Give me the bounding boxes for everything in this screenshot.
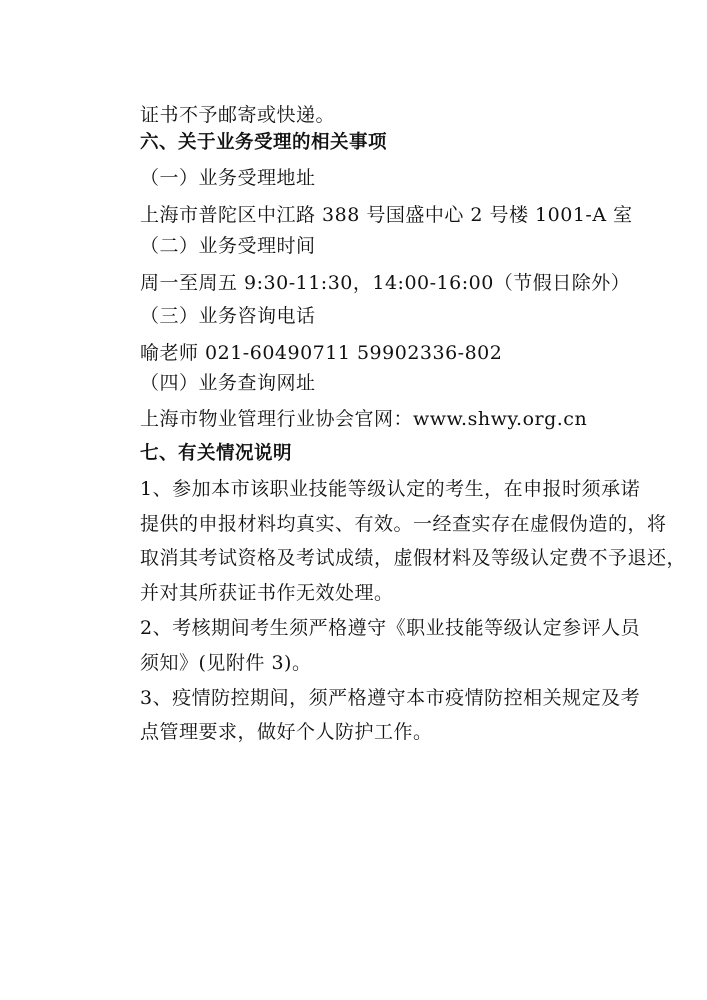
item-1-label: （一）业务受理地址 <box>140 167 316 189</box>
item-3-phone: 喻老师 021-60490711 59902336-802 <box>140 342 503 364</box>
item-3-label: （三）业务咨询电话 <box>140 305 316 327</box>
item-4-website: 上海市物业管理行业协会官网：www.shwy.org.cn <box>140 408 588 430</box>
item-2-label: （二）业务受理时间 <box>140 235 316 257</box>
paragraph-1-line-3: 取消其考试资格及考试成绩，虚假材料及等级认定费不予退还， <box>140 547 687 569</box>
section-7-heading: 七、有关情况说明 <box>140 443 293 464</box>
item-2-hours: 周一至周五 9:30-11:30，14:00-16:00（节假日除外） <box>140 272 631 294</box>
paragraph-1-line-1: 1、参加本市该职业技能等级认定的考生，在申报时须承诺 <box>140 478 641 500</box>
paragraph-2-line-2: 须知》(见附件 3)。 <box>140 652 312 674</box>
paragraph-1-line-4: 并对其所获证书作无效处理。 <box>140 582 394 604</box>
item-1-address: 上海市普陀区中江路 388 号国盛中心 2 号楼 1001-A 室 <box>140 204 633 226</box>
section-6-heading: 六、关于业务受理的相关事项 <box>140 132 388 153</box>
paragraph-3-line-2: 点管理要求，做好个人防护工作。 <box>140 721 433 743</box>
paragraph-1-line-2: 提供的申报材料均真实、有效。一经查实存在虚假伪造的，将 <box>140 513 667 535</box>
paragraph-2-line-1: 2、考核期间考生须严格遵守《职业技能等级认定参评人员 <box>140 617 641 639</box>
item-4-label: （四）业务查询网址 <box>140 372 316 394</box>
continuation-line: 证书不予邮寄或快递。 <box>140 104 336 126</box>
paragraph-3-line-1: 3、疫情防控期间，须严格遵守本市疫情防控相关规定及考 <box>140 687 641 709</box>
